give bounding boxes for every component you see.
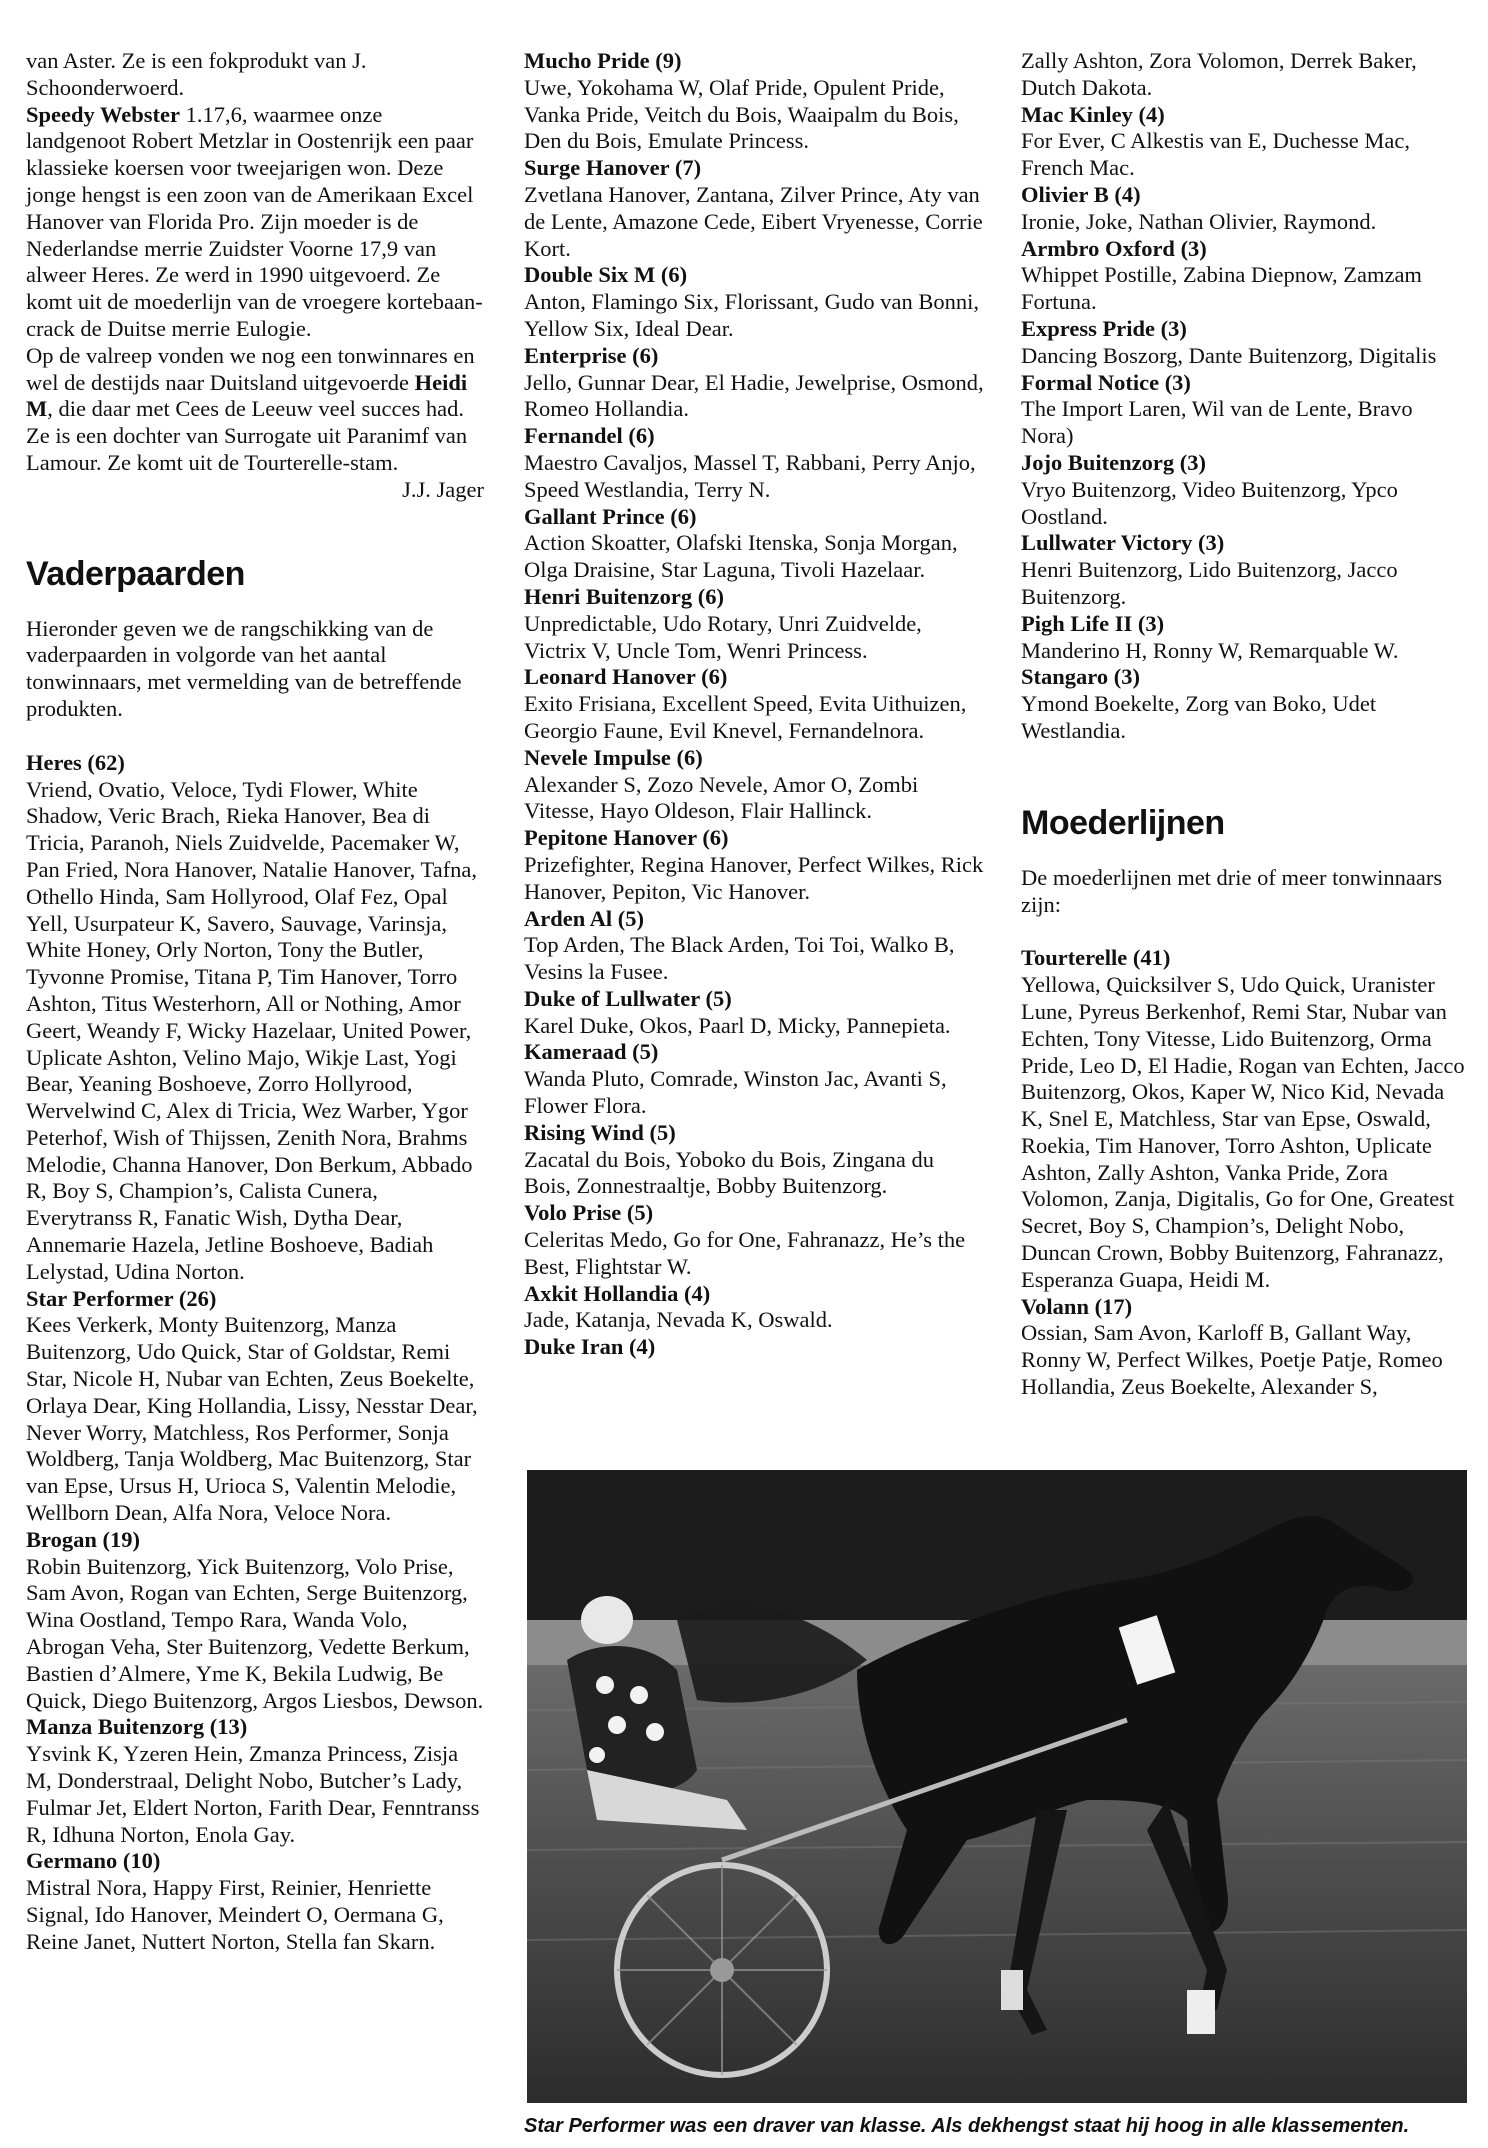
entry-offspring: Maestro Cavaljos, Massel T, Rabbani, Perry Anjo, Speed Westlandia, Terry N. <box>524 449 976 502</box>
entry-name: Axkit Hollandia (4) <box>524 1280 711 1306</box>
list-item <box>524 155 984 262</box>
list-item <box>1021 664 1466 744</box>
entry-name: Tourterelle (41) <box>1021 945 1171 971</box>
entry-offspring: Top Arden, The Black Arden, Toi Toi, Walko B, Vesins la Fusee. <box>524 932 955 985</box>
list-item <box>524 48 984 155</box>
list-item <box>26 1286 486 1527</box>
column-2 <box>524 48 984 1361</box>
list-item <box>524 262 984 342</box>
entry-name: Rising Wind (5) <box>524 1119 676 1145</box>
entry-name: Olivier B (4) <box>1021 181 1141 207</box>
photo-caption: Star Performer was een draver van klasse. Als dekhengst staat hij hoog in alle klassementen. <box>524 2115 1410 2137</box>
vaderpaarden-intro: Hieronder geven we de rangschikking van de vaderpaarden in volgorde van het aantal tonwinnaars, met vermelding van de betreffende produkten. <box>26 615 462 721</box>
list-item <box>524 423 984 503</box>
entry-name: Lullwater Victory (3) <box>1021 530 1225 556</box>
entry-name: Leonard Hanover (6) <box>524 664 728 690</box>
list-item <box>1021 1294 1466 1401</box>
entry-offspring: Jade, Katanja, Nevada K, Oswald. <box>524 1307 833 1333</box>
entry-offspring: Alexander S, Zozo Nevele, Amor O, Zombi Vitesse, Hayo Oldeson, Flair Hallinck. <box>524 771 919 824</box>
entry-offspring: Anton, Flamingo Six, Florissant, Gudo van Bonni, Yellow Six, Ideal Dear. <box>524 289 980 341</box>
entry-name: Express Pride (3) <box>1021 315 1187 341</box>
entry-name: Henri Buitenzorg (6) <box>524 583 724 609</box>
entry-name: Germano (10) <box>26 1848 161 1874</box>
entry-offspring: Unpredictable, Udo Rotary, Unri Zuidvelde, Victrix V, Uncle Tom, Wenri Princess. <box>524 610 922 663</box>
list-item <box>524 906 984 986</box>
entry-name: Duke of Lullwater (5) <box>524 985 732 1011</box>
entry-name: Heres (62) <box>26 749 125 775</box>
list-item <box>524 343 984 423</box>
entry-name: Gallant Prince (6) <box>524 503 697 529</box>
entry-offspring: Wanda Pluto, Comrade, Winston Jac, Avanti S, Flower Flora. <box>524 1066 947 1119</box>
entry-offspring: Zvetlana Hanover, Zantana, Zilver Prince, Aty van de Lente, Amazone Cede, Eibert Vryenesse, Corrie Kort. <box>524 181 983 261</box>
list-item <box>1021 530 1466 610</box>
intro-paragraph-1: van Aster. Ze is een fokprodukt van J. Schoonderwoerd. <box>26 48 367 100</box>
author-byline: J.J. Jager <box>402 476 484 502</box>
entry-name: Armbro Oxford (3) <box>1021 235 1207 261</box>
entry-offspring: Karel Duke, Okos, Paarl D, Micky, Pannepieta. <box>524 1012 951 1038</box>
entry-offspring: Prizefighter, Regina Hanover, Perfect Wilkes, Rick Hanover, Pepiton, Vic Hanover. <box>524 851 984 904</box>
entry-name: Pepitone Hanover (6) <box>524 825 729 851</box>
horse-name: Speedy Webster <box>26 101 180 127</box>
list-item <box>524 1039 984 1119</box>
list-item <box>524 584 984 664</box>
list-item <box>524 504 984 584</box>
list-item <box>524 745 984 825</box>
entry-name: Fernandel (6) <box>524 423 655 449</box>
entry-offspring: Vriend, Ovatio, Veloce, Tydi Flower, White Shadow, Veric Brach, Rieka Hanover, Bea di Tricia, Paranoh, Niels Zuidvelde, Pacemaker W, Pan Fried, Nora Hanover, Natalie Hanover, Tafna, Othello Hinda, Sam Hollyrood, Olaf Fez, Opal Yell, Usurpateur K, Savero, Sauvage, Varinsja, White Honey, Orly Norton, Tony the Butler, Tyvonne Promise, Titana P, Tim Hanover, Torro Ashton, Titus Westerhorn, All or Nothing, Amor Geert, Weandy F, Wicky Hazelaar, United Power, Uplicate Ashton, Velino Majo, Wikje Last, Yogi Bear, Yeaning Boshoeve, Zorro Hollyrood, Wervelwind C, Alex di Tricia, Wez Warber, Ygor Peterhof, Wish of Thijssen, Zenith Nora, Brahms Melodie, Channa Hanover, Don Berkum, Abbado R, Boy S, Champion’s, Calista Cunera, Everytranss R, Fanatic Wish, Dytha Dear, Annemarie Hazela, Jetline Boshoeve, Badiah Lelystad, Udina Norton. <box>26 776 478 1284</box>
list-item <box>524 1120 984 1200</box>
sire-list-part-1 <box>26 750 486 1956</box>
entry-offspring: Action Skoatter, Olafski Itenska, Sonja Morgan, Olga Draisine, Star Laguna, Tivoli Hazelaar. <box>524 530 958 583</box>
entry-offspring: Kees Verkerk, Monty Buitenzorg, Manza Buitenzorg, Udo Quick, Star of Goldstar, Remi Star, Nicole H, Nubar van Echten, Zeus Boekelte, Orlaya Dear, King Hollandia, Lissy, Nesstar Dear, Never Worry, Matchless, Ros Performer, Sonja Woldberg, Tanja Woldberg, Mac Buitenzorg, Star van Epse, Ursus H, Urioca S, Valentin Melodie, Wellborn Dean, Alfa Nora, Veloce Nora. <box>26 1312 478 1526</box>
list-item <box>26 1527 486 1715</box>
entry-offspring: Zacatal du Bois, Yoboko du Bois, Zingana du Bois, Zonnestraaltje, Bobby Buitenzorg. <box>524 1146 934 1199</box>
entry-name: Manza Buitenzorg (13) <box>26 1714 248 1740</box>
entry-name: Surge Hanover (7) <box>524 155 702 181</box>
list-item <box>1021 611 1466 665</box>
entry-name: Stangaro (3) <box>1021 664 1140 690</box>
entry-name: Pigh Life II (3) <box>1021 610 1165 636</box>
entry-offspring: Exito Frisiana, Excellent Speed, Evita Uithuizen, Georgio Faune, Evil Knevel, Fernandelnora. <box>524 691 967 743</box>
list-item <box>26 1714 486 1848</box>
entry-offspring: Vryo Buitenzorg, Video Buitenzorg, Ypco Oostland. <box>1021 476 1398 529</box>
list-item <box>1021 370 1466 450</box>
horse-name: Heidi M <box>26 369 468 422</box>
column-3 <box>1021 48 1466 1401</box>
entry-offspring: Ironie, Joke, Nathan Olivier, Raymond. <box>1021 208 1377 234</box>
list-item <box>1021 450 1466 530</box>
entry-offspring: Whippet Postille, Zabina Diepnow, Zamzam Fortuna. <box>1021 262 1422 315</box>
entry-name: Star Performer (26) <box>26 1285 217 1311</box>
list-item <box>26 1848 486 1955</box>
list-item <box>524 664 984 744</box>
entry-name: Volann (17) <box>1021 1293 1133 1319</box>
entry-name: Formal Notice (3) <box>1021 369 1191 395</box>
entry-name: Mac Kinley (4) <box>1021 101 1165 127</box>
intro-paragraph-2: Speedy Webster 1.17,6, waarmee onze landgenoot Robert Metzlar in Oostenrijk een paar klassieke koersen voor tweejarigen won. Deze jonge hengst is een zoon van de Amerikaan Excel Hanover van Florida Pro. Zijn moeder is de Nederlandse merrie Zuidster Voorne 17,9 van alweer Heres. Ze werd in 1990 uitgevoerd. Ze komt uit de moederlijn van de vroegere kortebaan-crack de Duitse merrie Eulogie. <box>26 101 483 341</box>
entry-offspring: Manderino H, Ronny W, Remarquable W. <box>1021 637 1399 663</box>
section-heading-moederlijnen: Moederlijnen <box>1021 803 1225 842</box>
entry-offspring: Jello, Gunnar Dear, El Hadie, Jewelprise, Osmond, Romeo Hollandia. <box>524 369 984 422</box>
list-item <box>1021 945 1466 1293</box>
list-item <box>524 825 984 905</box>
harness-racing-photo <box>527 1470 1467 2103</box>
entry-name: Volo Prise (5) <box>524 1200 654 1226</box>
entry-offspring: Ossian, Sam Avon, Karloff B, Gallant Way, Ronny W, Perfect Wilkes, Poetje Patje, Romeo Hollandia, Zeus Boekelte, Alexander S, <box>1021 1320 1443 1400</box>
list-item <box>524 1334 984 1361</box>
list-item <box>1021 102 1466 182</box>
list-item <box>1021 316 1466 370</box>
entry-name: Mucho Pride (9) <box>524 48 682 73</box>
list-item <box>26 750 486 1286</box>
list-item <box>1021 236 1466 316</box>
section-heading-vaderpaarden: Vaderpaarden <box>26 554 245 593</box>
entry-offspring: The Import Laren, Wil van de Lente, Bravo Nora) <box>1021 396 1413 449</box>
intro-paragraph-3: Op de valreep vonden we nog een tonwinnares en wel de destijds naar Duitsland uitgevoerde Heidi M, die daar met Cees de Leeuw veel succes had. Ze is een dochter van Surrogate uit Paranimf van Lamour. Ze komt uit de Tourterelle-stam. <box>26 342 475 475</box>
entry-offspring: Uwe, Yokohama W, Olaf Pride, Opulent Pride, Vanka Pride, Veitch du Bois, Waaipalm du Bois, Den du Bois, Emulate Princess. <box>524 74 959 154</box>
entry-offspring: For Ever, C Alkestis van E, Duchesse Mac, French Mac. <box>1021 128 1411 181</box>
entry-name: Kameraad (5) <box>524 1039 659 1065</box>
entry-name: Double Six M (6) <box>524 262 688 288</box>
list-item <box>524 1200 984 1280</box>
column-1 <box>26 48 486 1956</box>
entry-offspring: Zally Ashton, Zora Volomon, Derrek Baker, Dutch Dakota. <box>1021 48 1417 100</box>
entry-offspring: Robin Buitenzorg, Yick Buitenzorg, Volo Prise, Sam Avon, Rogan van Echten, Serge Buitenzorg, Wina Oostland, Tempo Rara, Wanda Volo, Abrogan Veha, Ster Buitenzorg, Vedette Berkum, Bastien d’Almere, Yme K, Bekila Ludwig, Be Quick, Diego Buitenzorg, Argos Liesbos, Dewson. <box>26 1553 484 1713</box>
list-item <box>1021 182 1466 236</box>
list-item <box>524 986 984 1040</box>
entry-name: Brogan (19) <box>26 1526 140 1552</box>
entry-name: Jojo Buitenzorg (3) <box>1021 449 1206 475</box>
entry-name: Duke Iran (4) <box>524 1334 656 1360</box>
entry-offspring: Celeritas Medo, Go for One, Fahranazz, He’s the Best, Flightstar W. <box>524 1227 966 1279</box>
entry-offspring: Dancing Boszorg, Dante Buitenzorg, Digitalis <box>1021 342 1437 368</box>
entry-offspring: Henri Buitenzorg, Lido Buitenzorg, Jacco Buitenzorg. <box>1021 557 1398 609</box>
damline-list <box>1021 945 1466 1401</box>
sire-list-part-3 <box>1021 48 1466 745</box>
entry-offspring: Yellowa, Quicksilver S, Udo Quick, Uranister Lune, Pyreus Berkenhof, Remi Star, Nubar van Echten, Tony Vitesse, Lido Buitenzorg, Orma Pride, Leo D, El Hadie, Rogan van Echten, Jacco Buitenzorg, Okos, Kaper W, Nico Kid, Nevada K, Snel E, Matchless, Star van Epse, Oswald, Roekia, Tim Hanover, Torro Ashton, Uplicate Ashton, Zally Ashton, Vanka Pride, Zora Volomon, Zanja, Digitalis, Go for One, Greatest Secret, Boy S, Champion’s, Delight Nobo, Duncan Crown, Bobby Buitenzorg, Fahranazz, Esperanza Guapa, Heidi M. <box>1021 972 1465 1292</box>
list-item <box>524 1281 984 1335</box>
moederlijnen-intro: De moederlijnen met drie of meer tonwinnaars zijn: <box>1021 864 1443 917</box>
entry-name: Enterprise (6) <box>524 342 659 368</box>
entry-offspring: Ysvink K, Yzeren Hein, Zmanza Princess, Zisja M, Donderstraal, Delight Nobo, Butcher’s Lady, Fulmar Jet, Eldert Norton, Farith Dear, Fenntranss R, Idhuna Norton, Enola Gay. <box>26 1741 480 1847</box>
entry-name: Nevele Impulse (6) <box>524 744 703 770</box>
entry-offspring: Mistral Nora, Happy First, Reinier, Henriette Signal, Ido Hanover, Meindert O, Oermana G, Reine Janet, Nuttert Norton, Stella fan Skarn. <box>26 1875 444 1954</box>
entry-offspring: Ymond Boekelte, Zorg van Boko, Udet Westlandia. <box>1021 691 1377 743</box>
sire-list-part-2 <box>524 48 984 1361</box>
entry-name: Arden Al (5) <box>524 905 644 931</box>
